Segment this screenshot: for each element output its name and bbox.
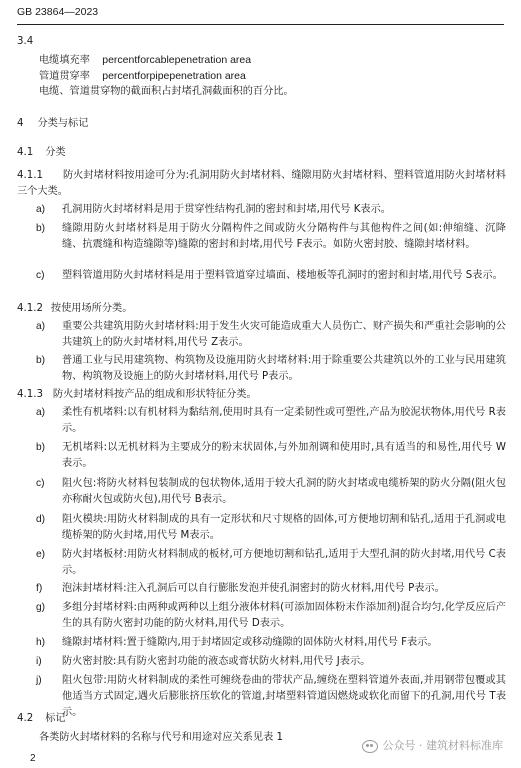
section-4-1-2-intro — [17, 301, 132, 317]
list-item-label: f) — [36, 583, 43, 594]
list-item-text: 泡沫封堵材料:注入孔洞后可以自行膨胀发泡并使孔洞密封的防火材料,用代号 P表示。 — [62, 583, 445, 594]
list-item-label: j) — [36, 675, 42, 686]
list-item-label: i) — [36, 656, 42, 667]
term-definition: 电缆、管道贯穿物的截面积占封堵孔洞截面积的百分比。 — [39, 86, 294, 97]
term-chinese: 电缆填充率 — [39, 55, 90, 66]
list-item-label: a) — [36, 407, 46, 418]
section-4-1-1-intro — [17, 168, 506, 200]
list-item-label: b) — [36, 223, 46, 234]
term-english: percentforpipepenetration area — [102, 70, 246, 82]
standard-number: GB 23864—2023 — [17, 6, 99, 18]
list-item-label: c) — [36, 270, 45, 281]
section-4-1-3-intro — [17, 387, 257, 403]
watermark-text: 公众号 · 建筑材料标准库 — [382, 739, 503, 752]
section-number: 4.1.3 — [17, 389, 43, 400]
list-item — [36, 440, 506, 472]
list-item — [36, 476, 506, 508]
section-title: 分类与标记 — [37, 118, 89, 129]
section-4-2-text: 各类防火封堵材料的名称与代号和用途对应关系见表 1 — [39, 732, 284, 743]
section-3-4-number: 3.4 — [17, 36, 34, 47]
page-number: 2 — [30, 753, 36, 764]
list-item-text: 多组分封堵材料:由两种或两种以上组分液体材料(可添加固体粉末作添加剂)混合均匀,化学反应后产生的具有防火密封功能的防火材料,用代号 D表示。 — [62, 602, 506, 629]
term-chinese: 管道贯穿率 — [39, 71, 90, 82]
list-item-text: 无机堵料:以无机材料为主要成分的粉末状固体,与外加剂调和使用时,具有适当的和易性,用代号 W 表示。 — [62, 442, 506, 469]
section-4-heading — [17, 116, 88, 132]
paragraph-text: 按使用场所分类。 — [50, 303, 133, 314]
section-4-2-heading — [17, 711, 66, 727]
list-item-text: 塑料管道用防火封堵材料是用于塑料管道穿过墙面、楼地板等孔洞时的密封和封堵,用代号 S表示。 — [62, 270, 503, 281]
section-number: 4.1.2 — [17, 303, 43, 314]
watermark — [362, 738, 504, 754]
list-item-label: g) — [36, 602, 46, 613]
term-row — [39, 52, 251, 69]
list-item-text: 阻火包带:用防火材料制成的柔性可缠绕卷曲的带状产品,缠绕在塑料管道外表面,并用钢带包覆或其他适当方式固定,遇火后膨胀挤压软化的管道,封堵塑料管道因燃烧或软化而留下的孔洞,用代号 T表示。 — [62, 675, 506, 718]
term-row — [39, 68, 246, 85]
list-item — [36, 600, 506, 632]
section-title: 分类 — [45, 147, 66, 158]
section-number: 4.1.1 — [17, 170, 43, 181]
list-item — [36, 673, 506, 721]
list-item-text: 普通工业与民用建筑物、构筑物及设施用防火封堵材料:用于除重要公共建筑以外的工业与民用建筑物、构筑物及设施上的防火封堵材料,用代号 P表示。 — [62, 355, 506, 382]
list-item-label: a) — [36, 321, 46, 332]
list-item — [36, 405, 506, 437]
list-item-text: 防火密封胶:具有防火密封功能的液态或膏状防火材料,用代号 J表示。 — [62, 656, 371, 667]
list-item-text: 阻火包:将防火材料包装制成的包状物体,适用于较大孔洞的防火封堵或电缆桥架的防火分隔(阻火包亦称耐火包或防火包),用代号 B表示。 — [62, 478, 506, 505]
section-4-1-heading — [17, 145, 66, 161]
section-title: 标记 — [45, 713, 66, 724]
list-item — [36, 635, 506, 651]
list-item-text: 重要公共建筑用防火封堵材料:用于发生火灾可能造成重大人员伤亡、财产损失和严重社会影响的公共建筑上的防火封堵材料,用代号 Z表示。 — [62, 321, 506, 348]
list-item-label: c) — [36, 478, 45, 489]
list-item-label: b) — [36, 442, 46, 453]
wechat-icon — [362, 740, 378, 753]
term-english: percentforcablepenetration area — [102, 54, 252, 66]
list-item-label: d) — [36, 514, 46, 525]
list-item-label: a) — [36, 204, 46, 215]
list-item-label: b) — [36, 355, 46, 366]
list-item-text: 阻火模块:用防火材料制成的具有一定形状和尺寸规格的固体,可方便地切割和钻孔,适用于孔洞或电缆桥架的防火封堵,用代号 M表示。 — [62, 514, 506, 541]
list-item — [36, 547, 506, 579]
paragraph-text: 防火封堵材料按产品的组成和形状特征分类。 — [52, 389, 257, 400]
list-item-text: 缝隙用防火封堵材料是用于防火分隔构件之间或防火分隔构件与其他构件之间(如:伸缩缝、沉降缝、抗震缝和构造缝隙等)缝隙的密封和封堵,用代号 F表示。如防火密封胶、缝隙封堵材料。 — [62, 223, 506, 250]
list-item — [36, 202, 506, 218]
paragraph-text: 防火封堵材料按用途可分为:孔洞用防火封堵材料、缝隙用防火封堵材料、塑料管道用防火封堵材料三个大类。 — [17, 170, 506, 197]
list-item-text: 缝隙封堵材料:置于缝隙内,用于封堵固定或移动缝隙的固体防火材料,用代号 F表示。 — [62, 637, 438, 648]
list-item-text: 柔性有机堵料:以有机材料为黏结剂,使用时具有一定柔韧性或可塑性,产品为胶泥状物体,用代号 R表示。 — [62, 407, 506, 434]
page-header — [17, 4, 504, 25]
section-number: 4 — [17, 118, 24, 129]
list-item — [36, 319, 506, 351]
list-item — [36, 512, 506, 544]
list-item — [36, 268, 506, 284]
section-number: 4.1 — [17, 147, 34, 158]
list-item — [36, 654, 506, 670]
list-item — [36, 221, 506, 253]
list-item-label: e) — [36, 549, 46, 560]
section-number: 4.2 — [17, 713, 34, 724]
list-item-text: 防火封堵板材:用防火材料制成的板材,可方便地切割和钻孔,适用于大型孔洞的防火封堵,用代号 C表示。 — [62, 549, 506, 576]
list-item — [36, 353, 506, 385]
list-item-label: h) — [36, 637, 46, 648]
list-item-text: 孔洞用防火封堵材料是用于贯穿性结构孔洞的密封和封堵,用代号 K表示。 — [62, 204, 391, 215]
list-item — [36, 581, 506, 597]
